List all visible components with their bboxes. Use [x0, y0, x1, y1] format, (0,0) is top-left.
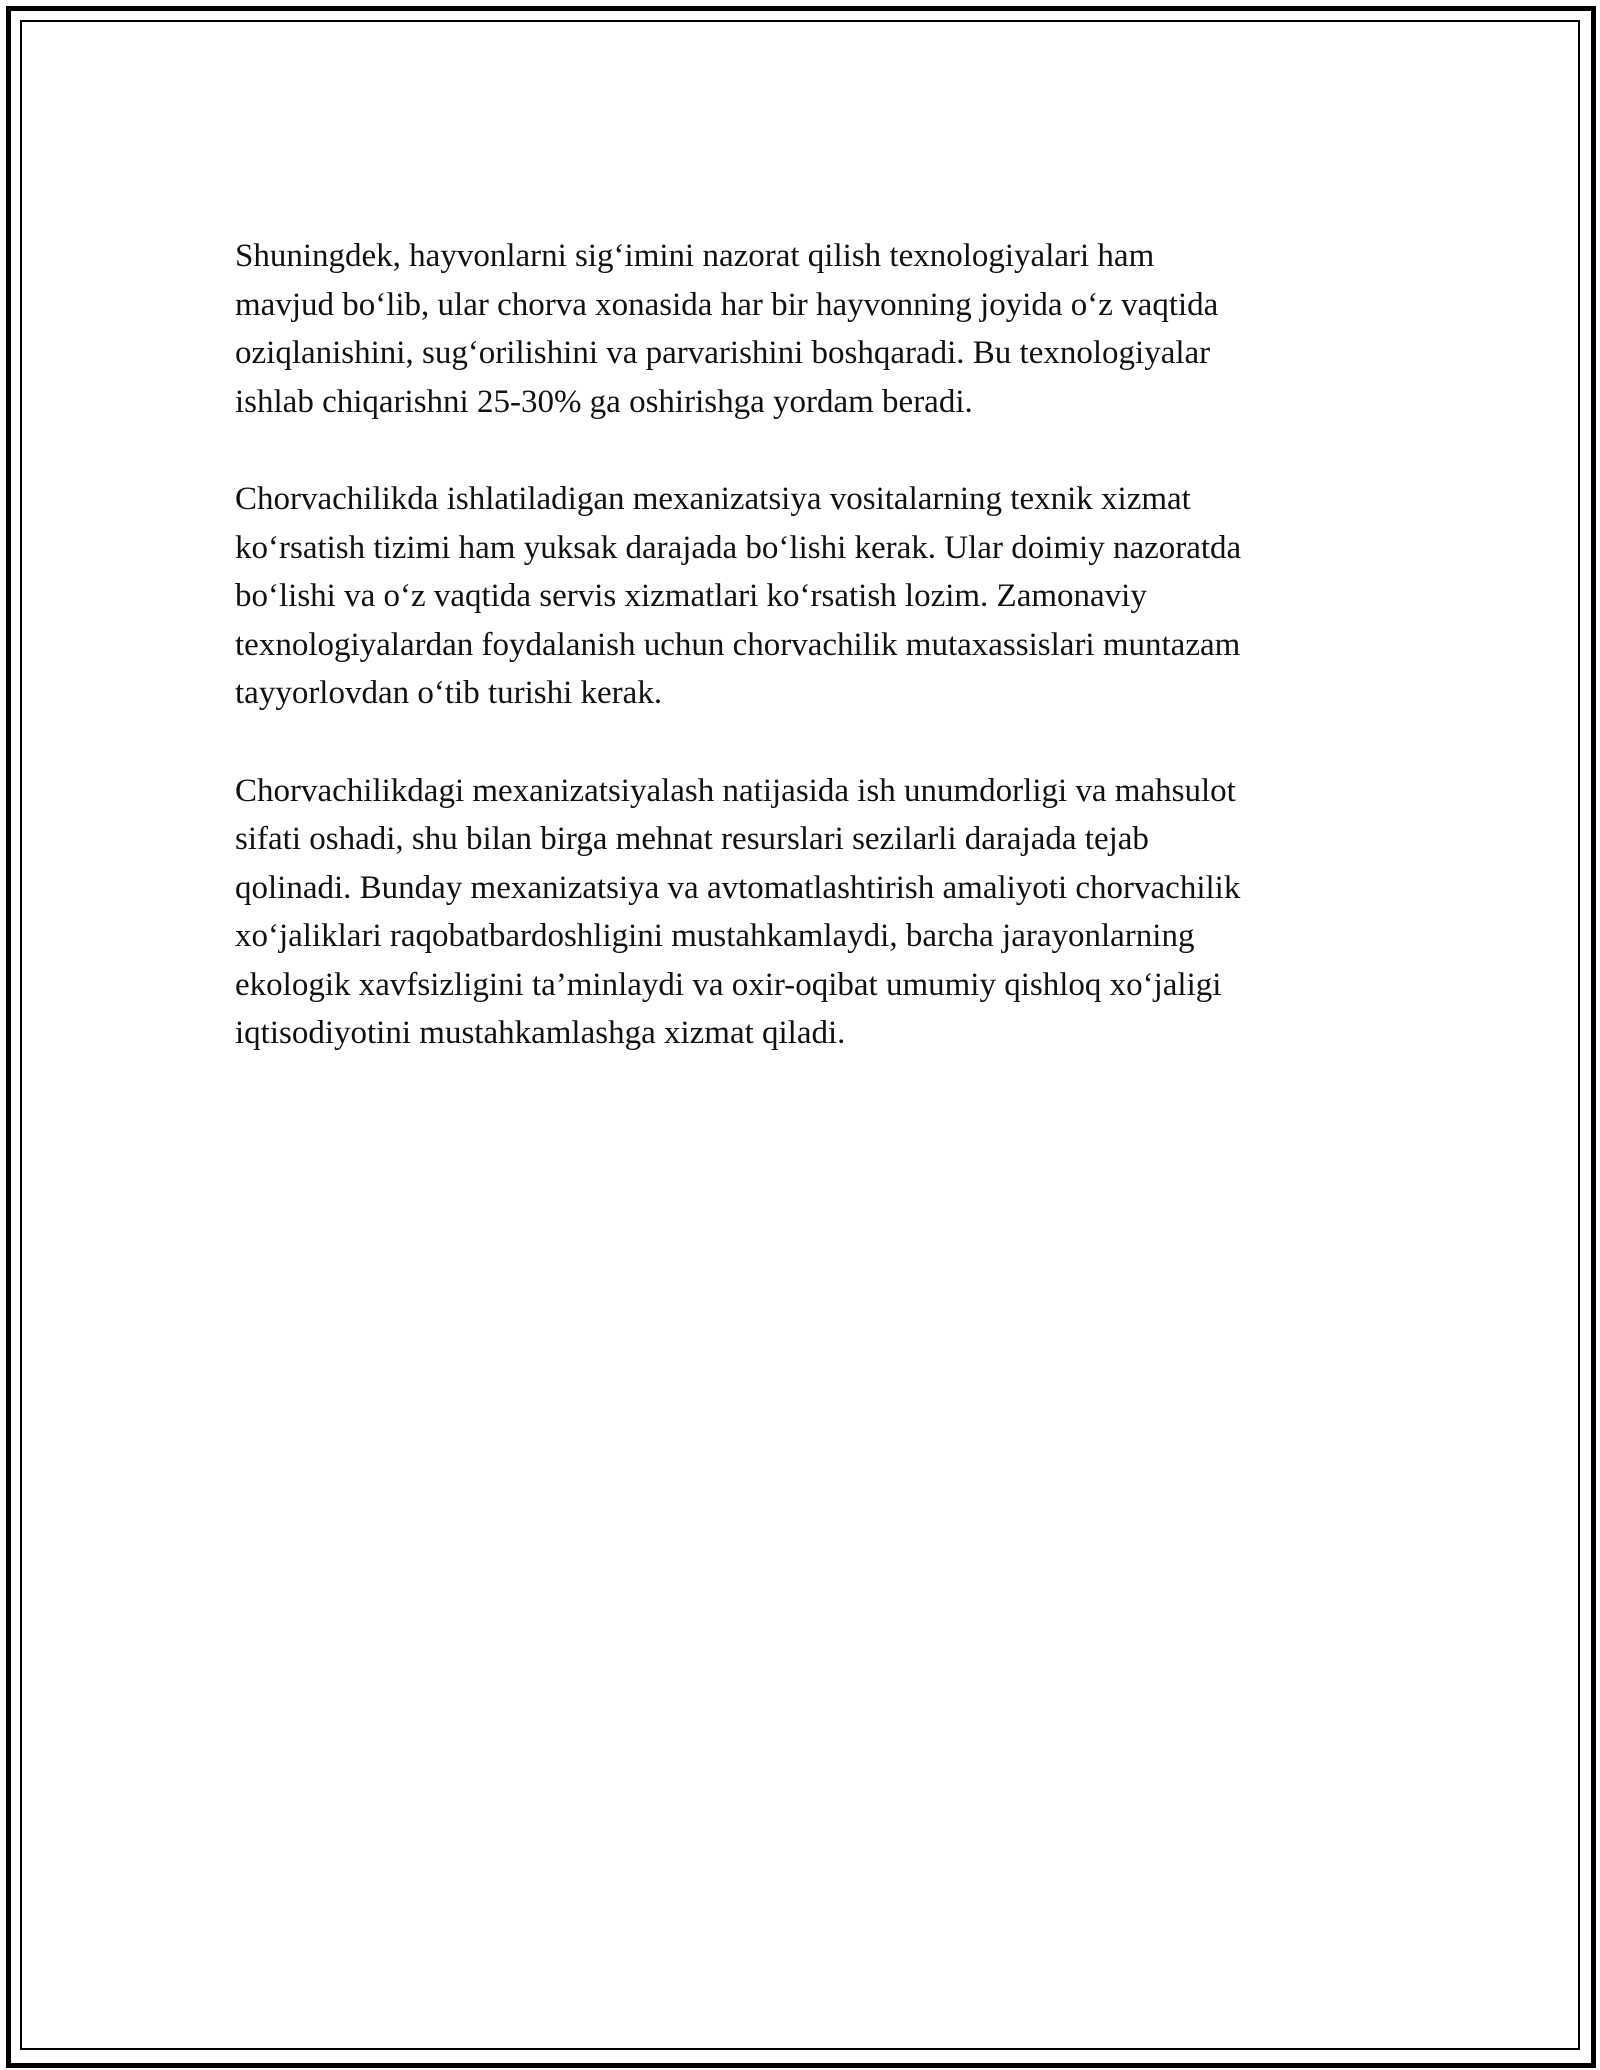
paragraph-1: Shuningdek, hayvonlarni sig‘imini nazorat qilish texnologiyalari ham mavjud bo‘lib, ular chorva xonasida har bir hayvonning joyida o‘z vaqtida oziqlanishini, sug‘orilishini va parvarishini boshqaradi. Bu texnologiyalar ishlab chiqarishni 25-30% ga oshirishga yordam beradi. — [235, 238, 1219, 420]
paragraph-2: Chorvachilikda ishlatiladigan mexanizatsiya vositalarning texnik xizmat ko‘rsatish tizimi ham yuksak darajada bo‘lishi kerak. Ular doimiy nazoratda bo‘lishi va o‘z vaqtida servis xizmatlari ko‘rsatish lozim. Zamonaviy texnologiyalardan foydalanish uchun chorvachilik mutaxassislari muntazam tayyorlovdan o‘tib turishi kerak. — [235, 481, 1242, 711]
document-body — [235, 232, 1365, 1107]
paragraph-3: Chorvachilikdagi mexanizatsiyalash natijasida ish unumdorligi va mahsulot sifati oshadi, shu bilan birga mehnat resurslari sezilarli darajada tejab qolinadi. Bunday mexanizatsiya va avtomatlashtirish amaliyoti chorvachilik xo‘jaliklari raqobatbardoshligini mustahkamlaydi, barcha jarayonlarning ekologik xavfsizligini ta’minlaydi va oxir-oqibat umumiy qishloq xo‘jaligi iqtisodiyotini mustahkamlashga xizmat qiladi. — [235, 772, 1241, 1051]
